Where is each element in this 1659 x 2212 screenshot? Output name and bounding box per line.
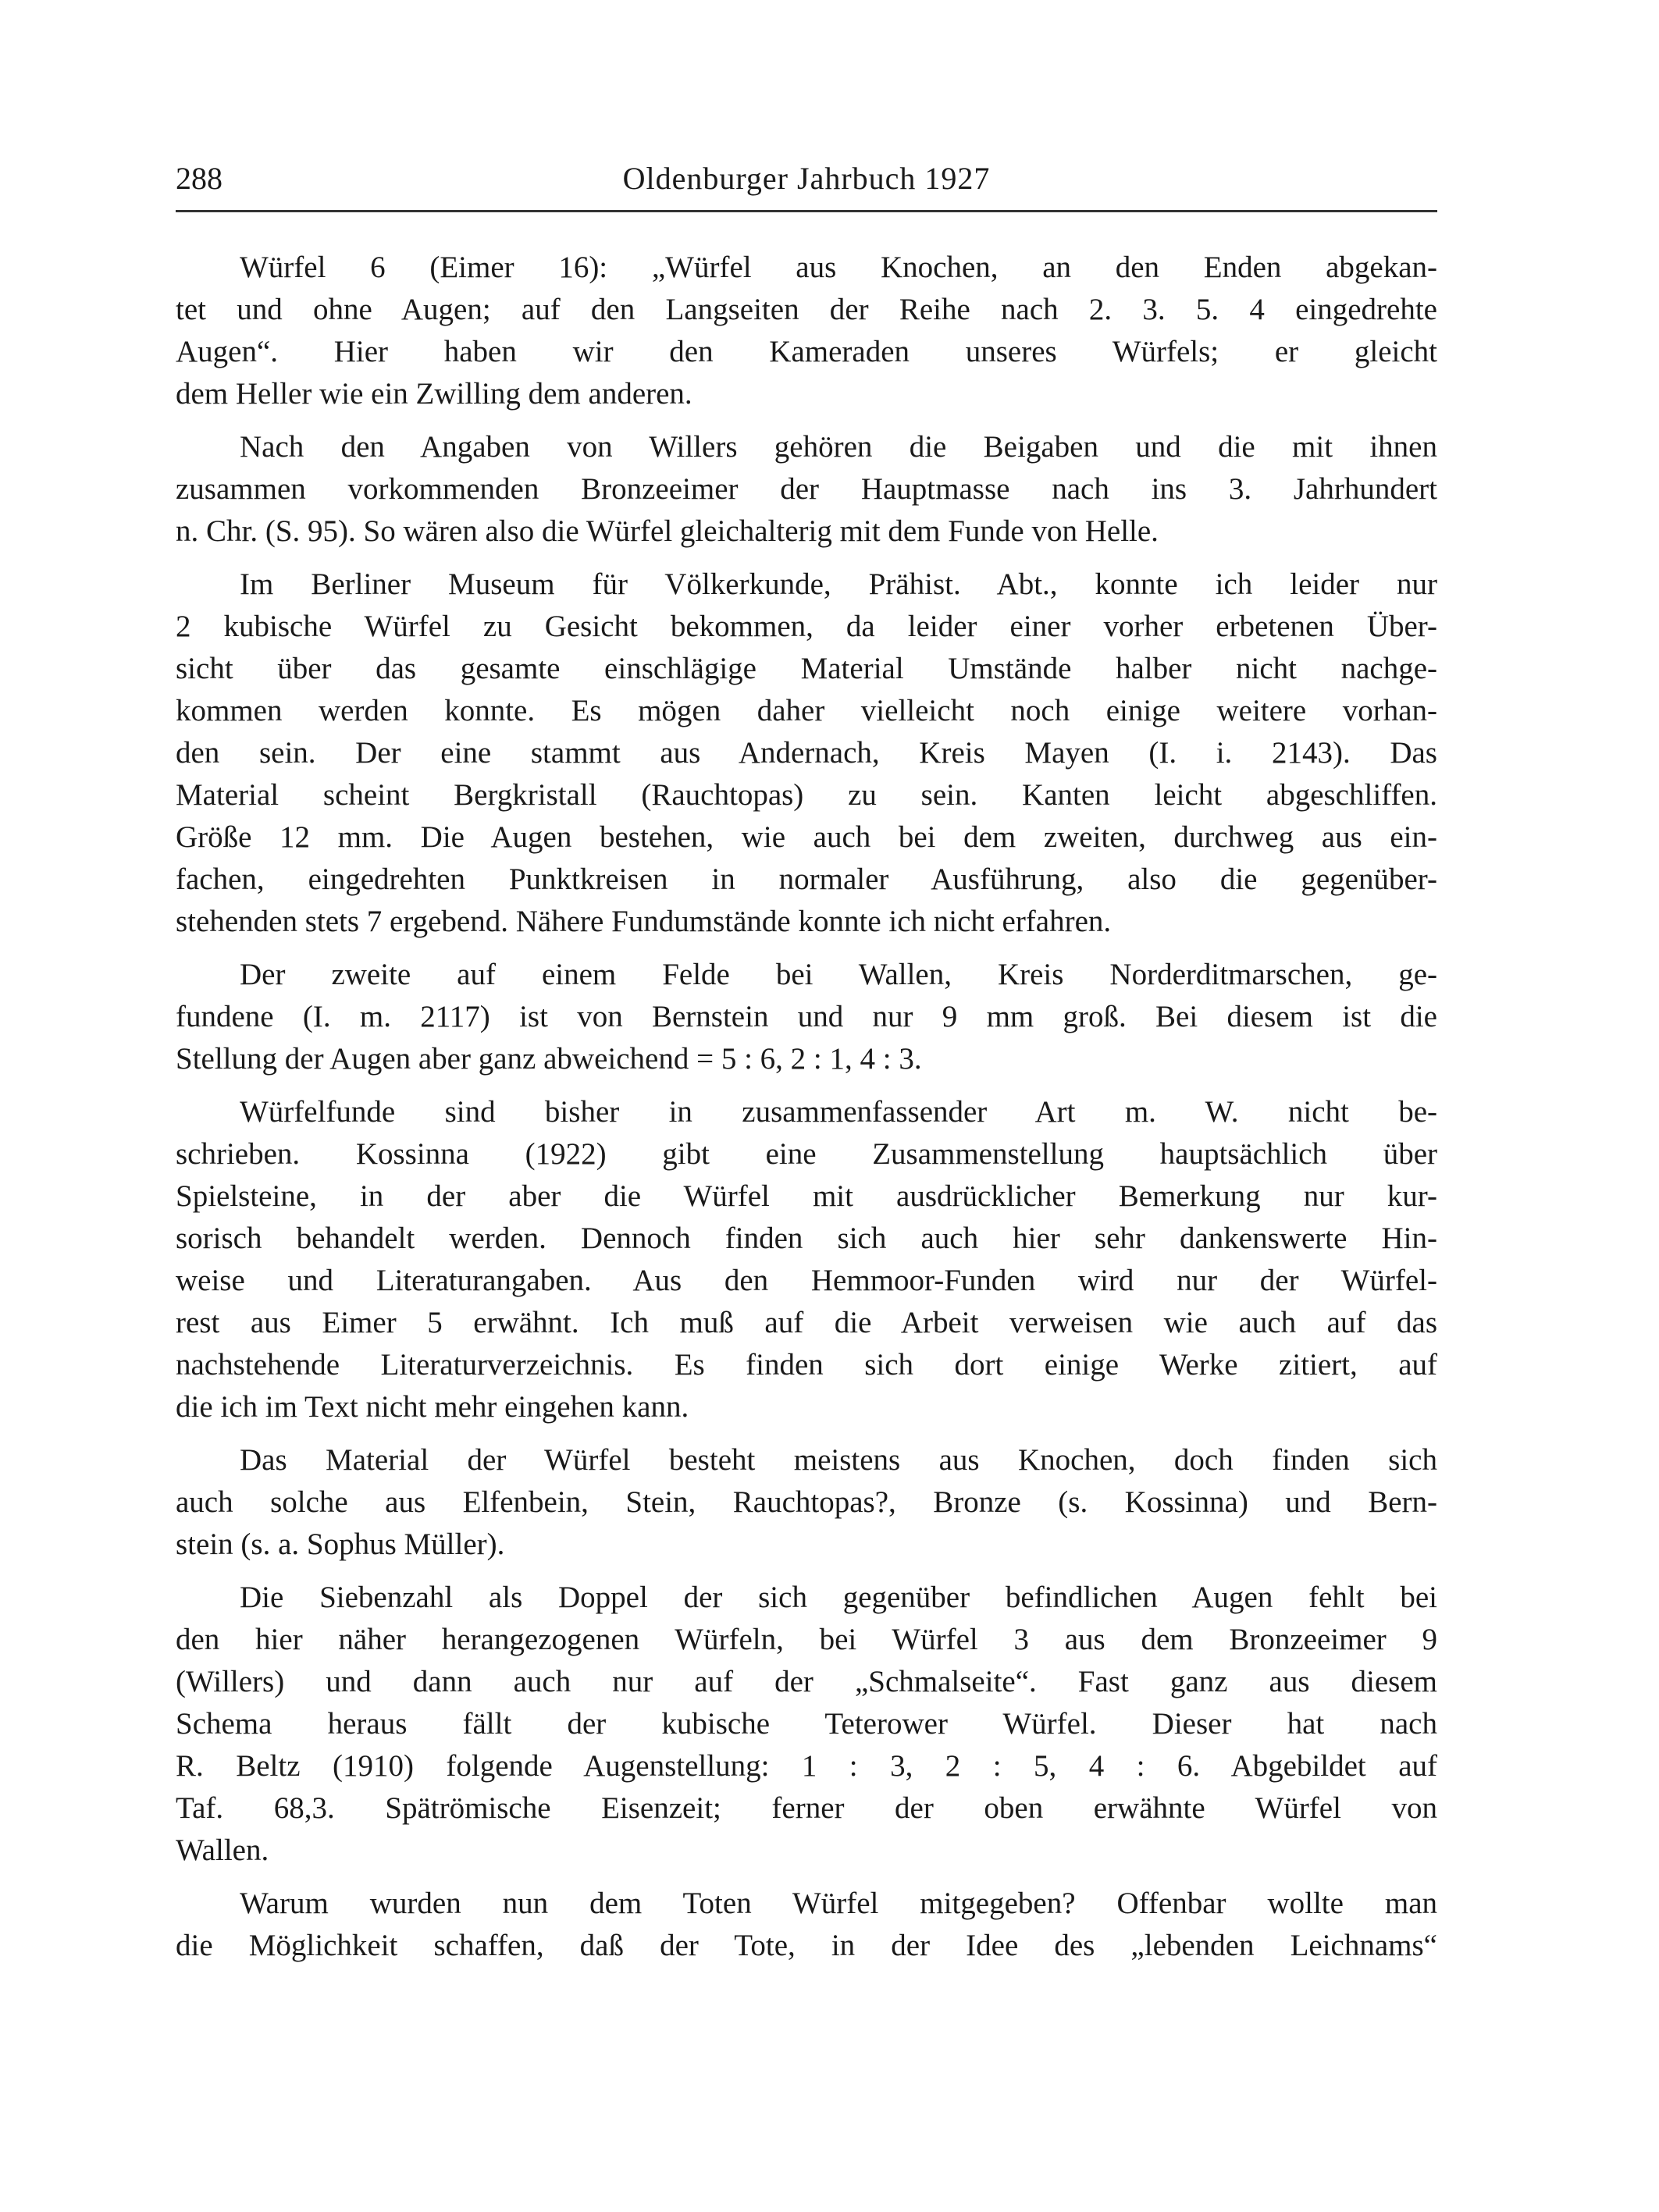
- text-line: Größe 12 mm. Die Augen bestehen, wie auch bei dem zweiten, durchweg aus ein-: [176, 820, 1437, 854]
- paragraph: [176, 1091, 1437, 1428]
- paragraph: [176, 564, 1437, 943]
- text-line: Im Berliner Museum für Völkerkunde, Prähist. Abt., konnte ich leider nur: [240, 567, 1437, 601]
- text-line: den sein. Der eine stammt aus Andernach, Kreis Mayen (I. i. 2143). Das: [176, 736, 1437, 770]
- text-line: den hier näher herangezogenen Würfeln, bei Würfel 3 aus dem Bronzeeimer 9: [176, 1623, 1437, 1656]
- text-line: Würfel 6 (Eimer 16): „Würfel aus Knochen, an den Enden abgekan-: [240, 251, 1437, 284]
- text-line: tet und ohne Augen; auf den Langseiten der Reihe nach 2. 3. 5. 4 eingedrehte: [176, 293, 1437, 326]
- text-line: kommen werden konnte. Es mögen daher vielleicht noch einige weitere vorhan-: [176, 694, 1437, 727]
- page-number: 288: [176, 161, 223, 196]
- text-line: sicht über das gesamte einschlägige Material Umstände halber nicht nachge-: [176, 652, 1437, 685]
- text-line: Schema heraus fällt der kubische Teterower Würfel. Dieser hat nach: [176, 1707, 1437, 1741]
- text-line: Würfelfunde sind bisher in zusammenfassender Art m. W. nicht be-: [240, 1095, 1437, 1129]
- text-line: Stellung der Augen aber ganz abweichend = 5 : 6, 2 : 1, 4 : 3.: [176, 1042, 922, 1076]
- text-line: Material scheint Bergkristall (Rauchtopas) zu sein. Kanten leicht abgeschliffen.: [176, 778, 1437, 812]
- text-line: Spielsteine, in der aber die Würfel mit ausdrücklicher Bemerkung nur kur-: [176, 1179, 1437, 1213]
- paragraph: [176, 1439, 1437, 1566]
- running-title: Oldenburger Jahrbuch 1927: [622, 161, 991, 196]
- text-line: (Willers) und dann auch nur auf der „Schmalseite“. Fast ganz aus diesem: [176, 1665, 1437, 1698]
- text-line: die ich im Text nicht mehr eingehen kann.: [176, 1390, 689, 1424]
- text-line: dem Heller wie ein Zwilling dem anderen.: [176, 377, 692, 411]
- text-line: Die Siebenzahl als Doppel der sich gegenüber befindlichen Augen fehlt bei: [240, 1581, 1437, 1614]
- header-rule: [176, 210, 1437, 212]
- running-header: [176, 160, 1437, 204]
- text-line: zusammen vorkommenden Bronzeeimer der Hauptmasse nach ins 3. Jahrhundert: [176, 472, 1437, 506]
- text-line: die Möglichkeit schaffen, daß der Tote, in der Idee des „lebenden Leichnams“: [176, 1929, 1437, 1962]
- text-line: Taf. 68,3. Spätrömische Eisenzeit; ferner der oben erwähnte Würfel von: [176, 1791, 1437, 1825]
- text-line: n. Chr. (S. 95). So wären also die Würfel gleichalterig mit dem Funde von Helle.: [176, 514, 1159, 548]
- text-line: Augen“. Hier haben wir den Kameraden unseres Würfels; er gleicht: [176, 335, 1437, 368]
- text-line: stein (s. a. Sophus Müller).: [176, 1527, 505, 1561]
- text-line: 2 kubische Würfel zu Gesicht bekommen, da leider einer vorher erbetenen Über-: [176, 610, 1437, 643]
- text-line: fachen, eingedrehten Punktkreisen in normaler Ausführung, also die gegenüber-: [176, 862, 1437, 896]
- text-line: weise und Literaturangaben. Aus den Hemmoor-Funden wird nur der Würfel-: [176, 1264, 1437, 1297]
- paragraph: [176, 1577, 1437, 1872]
- text-line: Der zweite auf einem Felde bei Wallen, Kreis Norderditmarschen, ge-: [240, 958, 1437, 991]
- paragraph: [176, 1883, 1437, 1967]
- text-line: stehenden stets 7 ergebend. Nähere Fundumstände konnte ich nicht erfahren.: [176, 905, 1112, 938]
- text-line: Das Material der Würfel besteht meistens aus Knochen, doch finden sich: [240, 1443, 1437, 1477]
- text-line: sorisch behandelt werden. Dennoch finden sich auch hier sehr dankenswerte Hin-: [176, 1222, 1437, 1255]
- paragraph: [176, 954, 1437, 1080]
- text-line: schrieben. Kossinna (1922) gibt eine Zusammenstellung hauptsächlich über: [176, 1137, 1437, 1171]
- text-line: Nach den Angaben von Willers gehören die Beigaben und die mit ihnen: [240, 430, 1437, 464]
- text-line: Wallen.: [176, 1833, 269, 1867]
- text-line: nachstehende Literaturverzeichnis. Es finden sich dort einige Werke zitiert, auf: [176, 1348, 1437, 1382]
- body-text: [176, 247, 1437, 1967]
- text-line: Warum wurden nun dem Toten Würfel mitgegeben? Offenbar wollte man: [240, 1887, 1437, 1920]
- text-line: fundene (I. m. 2117) ist von Bernstein und nur 9 mm groß. Bei diesem ist die: [176, 1000, 1437, 1033]
- text-line: rest aus Eimer 5 erwähnt. Ich muß auf die Arbeit verweisen wie auch auf das: [176, 1306, 1437, 1339]
- paragraph: [176, 426, 1437, 553]
- paragraph: [176, 247, 1437, 415]
- text-line: R. Beltz (1910) folgende Augenstellung: 1 : 3, 2 : 5, 4 : 6. Abgebildet auf: [176, 1749, 1437, 1783]
- text-line: auch solche aus Elfenbein, Stein, Rauchtopas?, Bronze (s. Kossinna) und Bern-: [176, 1485, 1437, 1519]
